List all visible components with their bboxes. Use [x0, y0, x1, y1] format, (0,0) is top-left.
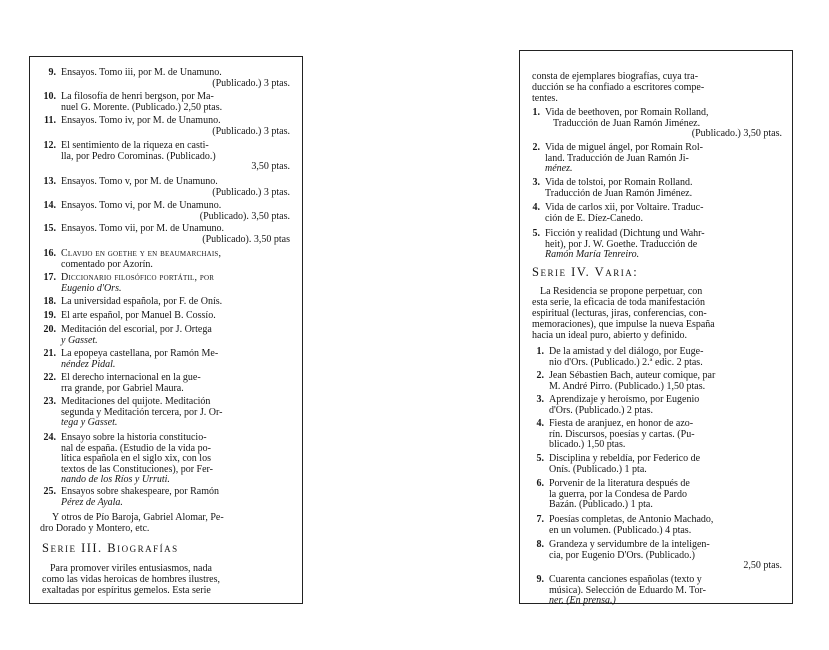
entry-number: 4. [536, 418, 544, 429]
entry-line: d'Ors. (Publicado.) 2 ptas. [549, 404, 654, 416]
entry-line: Grandeza y servidumbre de la inteligen- [549, 539, 710, 550]
entry-line: segunda y Meditación tercera, por J. Or- [61, 406, 223, 418]
entry-number: 22. [43, 372, 56, 383]
entry-line: (Publicado.) 3,50 ptas. [691, 128, 782, 139]
entry-line: (Publicado). 3,50 ptas [202, 233, 290, 245]
entry-line: La epopeya castellana, por Ramón Me- [61, 348, 219, 359]
entry-line: Porvenir de la literatura después de [549, 478, 690, 489]
entry-line: Ramón María Tenreiro. [545, 249, 640, 260]
paragraph-line: como las vidas heroicas de hombres ilustres, [42, 574, 221, 585]
paragraph-line: Para promover viriles entusiasmos, nada [50, 563, 212, 574]
entry-number: 2. [536, 370, 544, 381]
paragraph-line: ducción se ha confiado a escritores compe- [532, 82, 705, 93]
entry-line: lla, por Pedro Corominas. (Publicado.) [61, 150, 216, 162]
entry-line: Vida de carlos xii, por Voltaire. Traduc- [545, 202, 704, 213]
intro-paragraph [532, 71, 782, 104]
entry-number: 3. [532, 177, 540, 188]
entry-line: Pérez de Ayala. [61, 496, 123, 508]
paragraph-line: esta serie, la eficacia de toda manifestación [532, 297, 705, 308]
entry-number: 21. [43, 348, 56, 359]
entry-line: rra grande, por Gabriel Maura. [61, 382, 184, 394]
entry-line: ción de E. Díez-Canedo. [545, 212, 644, 224]
entry-number: 5. [532, 228, 540, 239]
entry-line: la guerra, por la Condesa de Pardo [549, 488, 688, 500]
entry-line: y Gasset. [61, 334, 98, 346]
entry-number: 14. [43, 200, 56, 211]
entry-line: Ensayos. Tomo vi, por M. de Unamuno. [61, 200, 222, 211]
entry-line: Cuarenta canciones españolas (texto y [549, 574, 702, 585]
entry-line: Ensayos sobre shakespeare, por Ramón [61, 486, 220, 497]
entry-number: 11. [44, 115, 56, 126]
entry-line: ner. (En prensa.) [549, 595, 616, 606]
entry-number: 9. [536, 574, 544, 585]
entry-line: Ensayos. Tomo vii, por M. de Unamuno. [61, 223, 224, 234]
entry-number: 4. [532, 202, 540, 213]
entry-line: Traducción de Juan Ramón Jiménez. [545, 187, 693, 199]
entry-line: La filosofía de henri bergson, por Ma- [61, 91, 214, 102]
paragraph-line: espiritual (lecturas, jiras, conferencias, con- [532, 308, 707, 319]
entry-line: Fiesta de aranjuez, en honor de azo- [549, 418, 694, 429]
entry-line: nio d'Ors. (Publicado.) 2.ª edic. 2 ptas. [549, 356, 703, 368]
closing-line: Y otros de Pío Baroja, Gabriel Alomar, Pe- [52, 512, 224, 523]
entry-line: M. André Pirro. (Publicado.) 1,50 ptas. [549, 380, 706, 392]
paragraph-line: memoraciones), que impulse la nueva España [532, 319, 715, 330]
entry-line: Ensayos. Tomo v, por M. de Unamuno. [61, 176, 218, 187]
closing-line: dro Dorado y Montero, etc. [40, 523, 150, 534]
entry-number: 2. [532, 142, 540, 153]
entry-line: Aprendizaje y heroísmo, por Eugenio [549, 394, 700, 405]
entry-number: 7. [536, 514, 544, 525]
entry-line: nando de los Ríos y Urruti. [61, 474, 170, 485]
entry-line: Traducción de Juan Ramón Jiménez. [553, 117, 701, 129]
entry-line: Clavijo en goethe y en beaumarchais, [61, 248, 222, 259]
entry-line: lítica española en el siglo xix, con los [61, 453, 211, 464]
entry-line: Disciplina y rebeldía, por Federico de [549, 453, 701, 464]
entry-line: El derecho internacional en la gue- [61, 372, 201, 383]
entry-line: Meditación del escorial, por J. Ortega [61, 324, 212, 335]
series-paragraph [42, 563, 292, 596]
entry-number: 13. [43, 176, 56, 187]
entry-line: 2,50 ptas. [743, 560, 782, 571]
entry-line: Poesías completas, de Antonio Machado, [549, 514, 714, 525]
entry-line: tega y Gasset. [61, 417, 118, 428]
entry-number: 10. [43, 91, 56, 102]
entry-number: 1. [536, 346, 544, 357]
entry-line: Ensayos. Tomo iv, por M. de Unamuno. [61, 115, 221, 126]
entry-line: ménez. [545, 163, 573, 174]
entry-line: Eugenio d'Ors. [61, 282, 122, 294]
entry-number: 5. [536, 453, 544, 464]
entry-line: nuel G. Morente. (Publicado.) 2,50 ptas. [61, 101, 223, 113]
entry-line: Ficción y realidad (Dichtung und Wahr- [545, 228, 705, 239]
entry-number: 25. [43, 486, 56, 497]
series-paragraph [532, 286, 782, 341]
entry-line: néndez Pidal. [61, 358, 116, 370]
entry-line: Bazán. (Publicado.) 1 pta. [549, 499, 653, 510]
entry-number: 16. [43, 248, 56, 259]
entry-line: Diccionario filosófico portátil, por [61, 272, 215, 283]
entry-line: 3,50 ptas. [251, 161, 290, 172]
entry-number: 6. [536, 478, 544, 489]
paragraph-line: exaltadas por espíritus gemelos. Esta serie [42, 585, 211, 596]
paragraph-line: tentes. [532, 93, 558, 104]
entry-line: (Publicado). 3,50 ptas. [199, 210, 290, 222]
entry-line: Vida de miguel ángel, por Romain Rol- [545, 142, 703, 153]
entry-number: 20. [43, 324, 56, 335]
entry-line: Onís. (Publicado.) 1 pta. [549, 463, 647, 475]
entry-line: De la amistad y del diálogo, por Euge- [549, 346, 704, 357]
entry-line: Vida de beethoven, por Romain Rolland, [545, 107, 709, 118]
entry-number: 15. [43, 223, 56, 234]
entry-line: en un volumen. (Publicado.) 4 ptas. [549, 524, 692, 536]
entry-line: comentado por Azorín. [61, 258, 153, 270]
entry-line: La universidad española, por F. de Onís. [61, 296, 223, 307]
entry-line: textos de las Constituciones), por Fer- [61, 463, 213, 475]
entry-line: blicado.) 1,50 ptas. [549, 439, 626, 450]
paragraph-line: hacia un ideal puro, abierto y definido. [532, 330, 687, 341]
right-page [519, 50, 793, 604]
entry-line: Meditaciones del quijote. Meditación [61, 396, 211, 407]
series-heading: Serie III. Biografías [42, 541, 179, 555]
entry-number: 8. [536, 539, 544, 550]
entry-line: cia, por Eugenio D'Ors. (Publicado.) [549, 549, 695, 561]
entry-number: 1. [532, 107, 540, 118]
entry-line: Ensayo sobre la historia constitucio- [61, 432, 207, 443]
entry-number: 12. [43, 140, 56, 151]
series-heading: Serie IV. Varia: [532, 265, 639, 279]
entry-line: rín. Discursos, poesías y cartas. (Pu- [549, 428, 695, 440]
entry-number: 18. [43, 296, 56, 307]
entry-line: heit), por J. W. Goethe. Traducción de [545, 238, 698, 250]
entry-line: Jean Sébastien Bach, auteur comique, par [549, 370, 716, 381]
entry-number: 9. [48, 67, 56, 78]
entry-number: 24. [43, 432, 56, 443]
entry-line: nal de españa. (Estudio de la vida po- [61, 442, 211, 454]
entry-number: 17. [43, 272, 56, 283]
entry-line: (Publicado.) 3 ptas. [212, 186, 290, 198]
entry-line: Vida de tolstoi, por Romain Rolland. [545, 177, 693, 188]
closing-note [40, 512, 292, 534]
entry-line: (Publicado.) 3 ptas. [212, 77, 290, 89]
entry-number: 3. [536, 394, 544, 405]
entry-number: 23. [43, 396, 56, 407]
entry-line: El sentimiento de la riqueza en casti- [61, 140, 209, 151]
left-page [29, 56, 303, 604]
paragraph-line: La Residencia se propone perpetuar, con [540, 286, 703, 297]
entry-line: El arte español, por Manuel B. Cossío. [61, 310, 216, 321]
entry-line: música). Selección de Eduardo M. Tor- [549, 584, 706, 596]
entry-line: (Publicado.) 3 ptas. [212, 125, 290, 137]
entry-line: Ensayos. Tomo iii, por M. de Unamuno. [61, 67, 222, 78]
entry-line: land. Traducción de Juan Ramón Ji- [545, 152, 689, 164]
paragraph-line: consta de ejemplares biografías, cuya tra- [532, 71, 699, 82]
entry-number: 19. [43, 310, 56, 321]
